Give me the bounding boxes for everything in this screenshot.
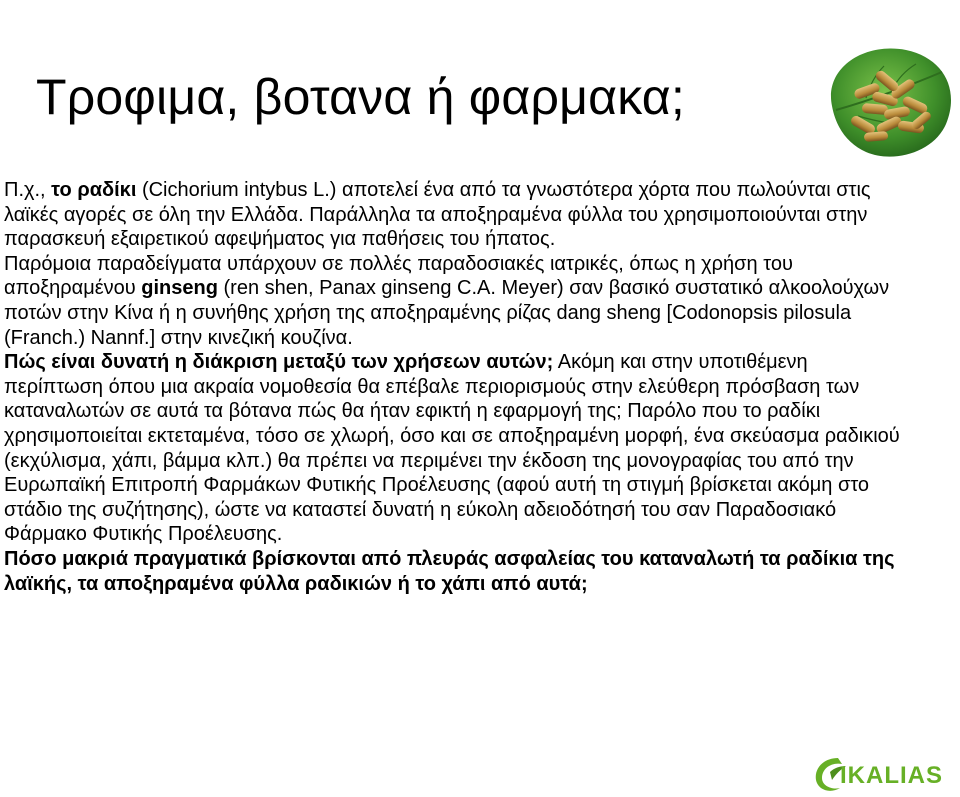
leaf-capsules-icon: [814, 28, 960, 174]
text-run: Π.χ.,: [4, 179, 52, 201]
bold-text: ginseng: [141, 277, 218, 300]
paragraph-chicory: [4, 178, 904, 252]
bold-text: Πώς είναι δυνατή η διάκριση μεταξύ των χρήσεων αυτών;: [4, 351, 554, 374]
text-run: (Cichorium intybus L.) αποτελεί ένα από τα γνωστότερα χόρτα που πωλούνται στις λαϊκές αγορές σε όλη την Ελλάδα. Παράλληλα τα αποξηραμένα φύλλα του χρησιμοποιούνται στην παρασκευή εξαιρετικού αφεψήματος για παθήσεις του ήπατος.: [4, 179, 871, 251]
paragraph-safety-question: [4, 547, 904, 596]
paragraph-distinction: [4, 350, 904, 547]
text-run: Ακόμη και στην υποτιθέμενη περίπτωση όπου μια ακραία νομοθεσία θα επέβαλε περιορισμούς στην ελεύθερη πρόσβαση των καταναλωτών σε αυτά τα βότανα πώς θα ήταν εφικτή η εφαρμογή της; Παρόλο που το ραδίκι χρησιμοποιείται εκτεταμένα, τόσο σε χλωρή, όσο και σε αποξηραμένη μορφή, ένα σκεύασμα ραδικιού (εκχύλισμα, χάπι, βάμμα κλπ.) θα πρέπει να περιμένει την έκδοση της μονογραφίας του από την Ευρωπαϊκή Επιτροπή Φαρμάκων Φυτικής Προέλευσης (αφού αυτή τη στιγμή βρίσκεται ακόμη στο στάδιο της συζήτησης), ώστε να καταστεί δυνατή η εύκολη αδειοδότησή του σαν Παραδοσιακό Φάρμακο Φυτικής Προέλευσης.: [4, 351, 900, 546]
logo-text: IKALIAS: [840, 762, 943, 789]
bold-text: το ραδίκι: [51, 179, 137, 201]
body-text: [4, 178, 904, 596]
leaf-capsules-image: [814, 28, 960, 174]
bold-text: Πόσο μακριά πραγματικά βρίσκονται από πλευράς ασφαλείας του καταναλωτή τα ραδίκια της λαϊκής, τα αποξηραμένα φύλλα ραδικιών ή το χάπι από αυτά;: [4, 547, 895, 595]
ikalias-logo: [806, 752, 960, 797]
paragraph-ginseng: [4, 252, 904, 350]
text-run: Παρόμοια παραδείγματα υπάρχουν σε πολλές παραδοσιακές ιατρικές, όπως η χρήση του αποξηραμένου: [4, 252, 793, 300]
text-run: (ren shen, Panax ginseng C.A. Meyer) σαν βασικό συστατικό αλκοολούχων ποτών στην Κίνα ή η συνήθης χρήση της αποξηραμένης ρίζας dang sheng [Codonopsis pilosula (Franch.) Nannf.] στην κινεζική κουζίνα.: [4, 277, 890, 349]
slide-title: Τροφιμα, βοτανα ή φαρμακα;: [36, 69, 685, 125]
